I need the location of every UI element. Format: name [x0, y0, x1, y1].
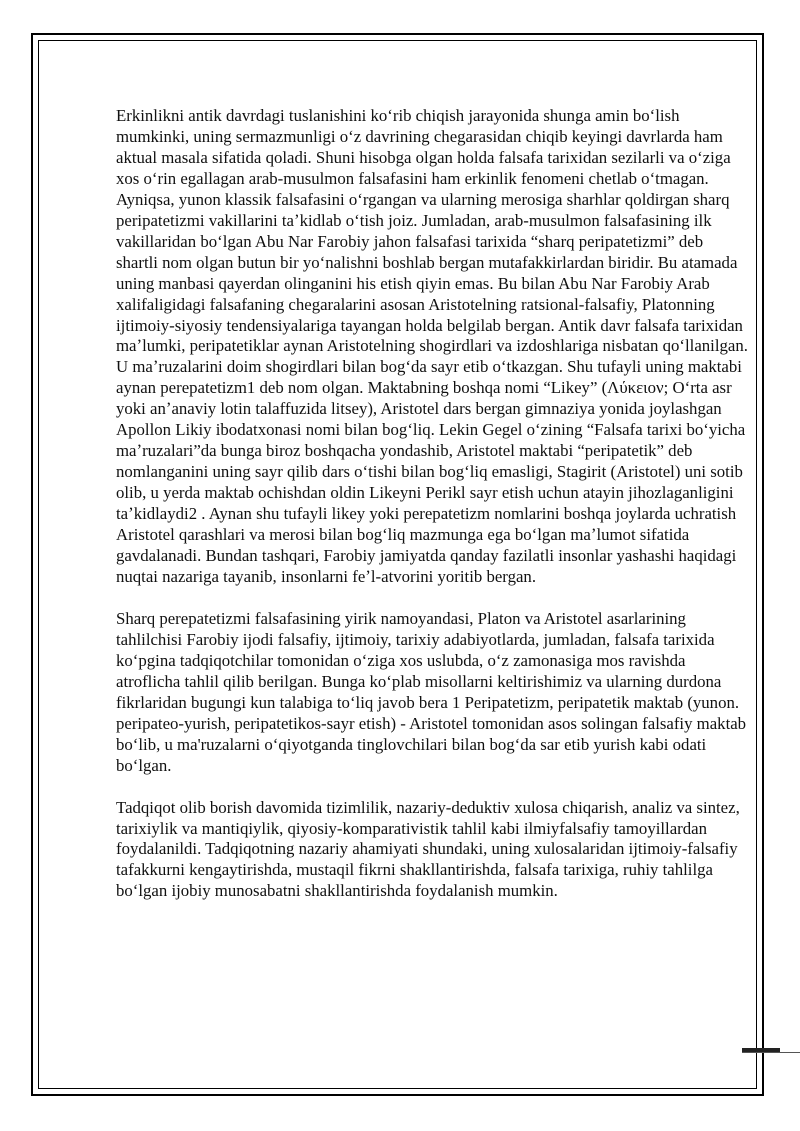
- corner-decoration-line: [742, 1052, 800, 1053]
- paragraph-1: Erkinlikni antik davrdagi tuslanishini koʻrib chiqish jarayonida shunga amin boʻlish mumkinki, uning sermazmunligi oʻz davrining chegarasidan chiqib keyingi davrlarda ham aktual masala sifatida qoladi. Shuni hisobga olgan holda falsafa tarixidan sezilarli va oʻziga xos oʻrin egallagan arab-musulmon falsafasini ham erkinlik fenomeni chetlab oʻtmagan. Ayniqsa, yunon klassik falsafasini oʻrgangan va ularning merosiga sharhlar qoldirgan sharq peripatetizmi vakillarini taʼkidlab oʻtish joiz. Jumladan, arab-musulmon falsafasining ilk vakillaridan boʻlgan Abu Nar Farobiy jahon falsafasi tarixida “sharq peripatetizmi” deb shartli nom olgan butun bir yoʻnalishni boshlab bergan mutafakkirlardan biridir. Bu atamada uning manbasi qayerdan olinganini his etish qiyin emas. Bu bilan Abu Nar Farobiy Arab xalifaligidagi falsafaning chegaralarini asosan Aristotelning ratsional-falsafiy, Platonning ijtimoiy-siyosiy tendensiyalariga tayangan holda belgilab bergan. Antik davr falsafa tarixidan maʼlumki, peripatetiklar aynan Aristotelning shogirdlari va izdoshlariga nisbatan qoʻllanilgan. U maʼruzalarini doim shogirdlari bilan bogʻda sayr etib oʻtkazgan. Shu tufayli uning maktabi aynan perepatetizm1 deb nom olgan. Maktabning boshqa nomi “Likey” (Λύκειον; Oʻrta asr yoki anʼanaviy lotin talaffuzida litsey), Aristotel dars bergan gimnaziya yonida joylashgan Apollon Likiy ibodatxonasi nomi bilan bogʻliq. Lekin Gegel oʻzining “Falsafa tarixi boʻyicha maʼruzalari”da bunga biroz boshqacha yondashib, Aristotel maktabi “peripatetik” deb nomlanganini uning sayr qilib dars oʻtishi bilan bogʻliq emasligi, Stagirit (Aristotel) uni sotib olib, u yerda maktab ochishdan oldin Likeyni Perikl sayr etish uchun atayin jihozlaganligini taʼkidlaydi2 . Aynan shu tufayli likey yoki perepatetizm nomlarini boshqa joylarda uchratish Aristotel qarashlari va merosi bilan bogʻliq mazmunga ega boʻlgan maʼlumot sifatida gavdalanadi. Bundan tashqari, Farobiy jamiyatda qanday fazilatli insonlar yashashi haqidagi nuqtai nazariga tayanib, insonlarni feʼl-atvorini yoritib bergan.: [116, 106, 748, 586]
- paragraph-3: Tadqiqot olib borish davomida tizimlilik, nazariy-deduktiv xulosa chiqarish, analiz va sintez, tarixiylik va mantiqiylik, qiyosiy-komparativistik tahlil kabi ilmiyfalsafiy tamoyillardan foydalanildi. Tadqiqotning nazariy ahamiyati shundaki, uning xulosalaridan ijtimoiy-falsafiy tafakkurni kengaytirishda, mustaqil fikrni shakllantirishda, falsafa tarixiga, ruhiy tahlilga boʻlgan ijobiy munosabatni shakllantirishda foydalanish mumkin.: [116, 797, 740, 901]
- paragraph-2: Sharq perepatetizmi falsafasining yirik namoyandasi, Platon va Aristotel asarlarining tahlilchisi Farobiy ijodi falsafiy, ijtimoiy, tarixiy adabiyotlarda, jumladan, falsafa tarixida koʻpgina tadqiqotchilar tomonidan oʻziga xos uslubda, oʻz zamonasiga mos ravishda atroflicha tahlil qilib berilgan. Bunga koʻplab misollarni keltirishimiz va ularning durdona fikrlaridan bugungi kun talabiga toʻliq javob bera 1 Peripatetizm, peripatetik maktab (yunon. peripateo-yurish, peripatetikos-sayr etish) - Aristotel tomonidan asos solingan falsafiy maktab boʻlib, u ma'ruzalarni oʻqiyotganda tinglovchilari bilan bogʻda sar etib yurish kabi odati boʻlgan.: [116, 608, 747, 775]
- document-body: [116, 106, 748, 923]
